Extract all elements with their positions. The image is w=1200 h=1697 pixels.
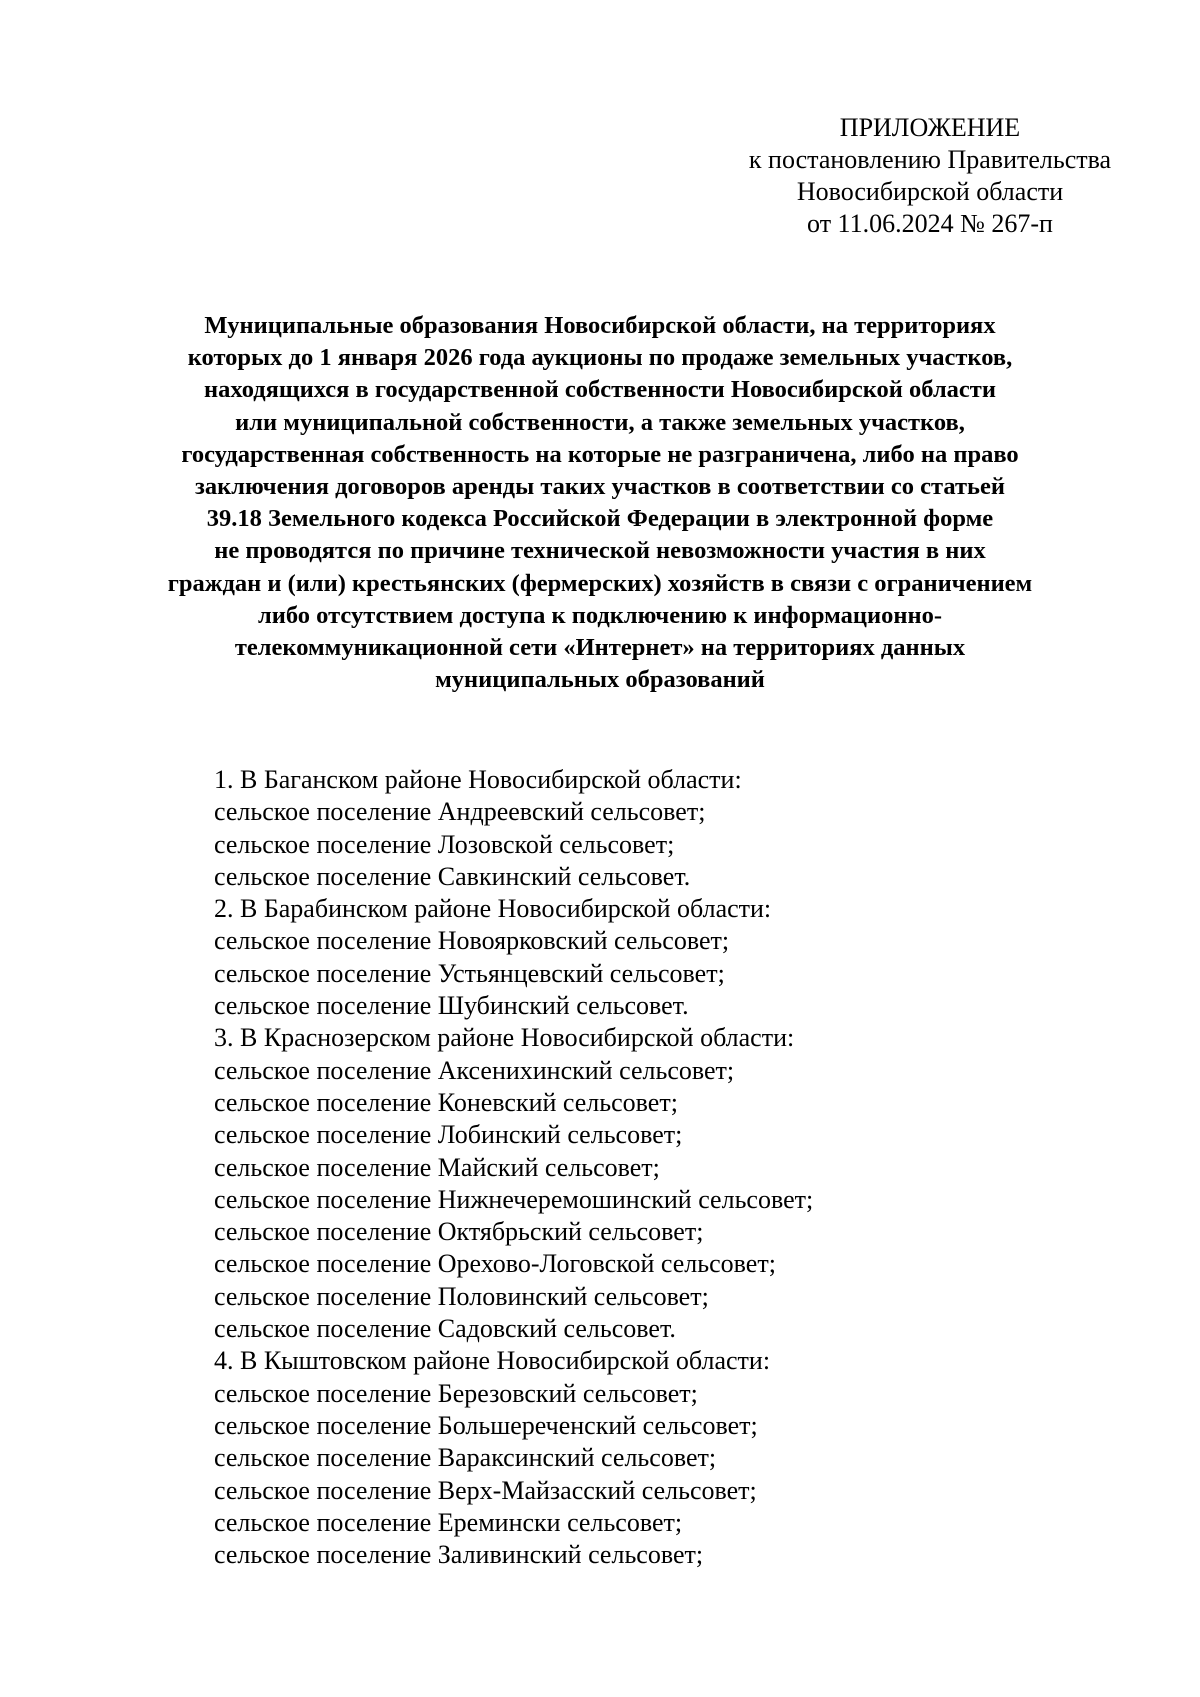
list-item: сельское поселение Лобинский сельсовет; — [214, 1120, 683, 1150]
list-item: сельское поселение Новоярковский сельсовет; — [214, 926, 730, 956]
appendix-reference: к постановлению Правительства — [748, 145, 1112, 174]
title-line: которых до 1 января 2026 года аукционы по продаже земельных участков, — [187, 344, 1013, 372]
list-item: сельское поселение Еремински сельсовет; — [214, 1507, 683, 1537]
district-heading: 1. В Баганском районе Новосибирской области: — [214, 765, 742, 794]
list-item: сельское поселение Аксенихинский сельсовет; — [214, 1055, 735, 1085]
list-item: сельское поселение Шубинский сельсовет. — [214, 991, 689, 1021]
title-line: граждан и (или) крестьянских (фермерских) хозяйств в связи с ограничением — [167, 569, 1033, 597]
list-item: сельское поселение Вараксинский сельсовет; — [214, 1443, 717, 1473]
list-item: сельское поселение Андреевский сельсовет; — [214, 797, 706, 827]
list-item: сельское поселение Нижнечеремошинский сельсовет; — [214, 1184, 814, 1214]
list-item: сельское поселение Верх-Майзасский сельсовет; — [214, 1475, 757, 1505]
document-title — [120, 310, 1080, 696]
title-line: либо отсутствием доступа к подключению к информационно- — [257, 601, 942, 629]
municipalities-list — [214, 764, 1114, 1571]
title-line: или муниципальной собственности, а также земельных участков, — [235, 408, 965, 436]
list-item: сельское поселение Садовский сельсовет. — [214, 1314, 676, 1344]
list-item: сельское поселение Большереченский сельсовет; — [214, 1410, 758, 1440]
list-item: сельское поселение Лозовской сельсовет; — [214, 829, 675, 859]
list-item: сельское поселение Устьянцевский сельсовет; — [214, 958, 725, 988]
list-item: сельское поселение Савкинский сельсовет. — [214, 861, 691, 891]
title-line: 39.18 Земельного кодекса Российской Федерации в электронной форме — [206, 505, 994, 533]
list-item: сельское поселение Половинский сельсовет; — [214, 1281, 709, 1311]
list-item: сельское поселение Орехово-Логовской сельсовет; — [214, 1249, 776, 1279]
title-line: муниципальных образований — [435, 666, 765, 694]
district-heading: 2. В Барабинском районе Новосибирской области: — [214, 894, 772, 924]
list-item: сельское поселение Березовский сельсовет; — [214, 1378, 698, 1408]
district-heading: 4. В Кыштовском районе Новосибирской области: — [214, 1346, 771, 1376]
title-line: государственная собственность на которые не разграничена, либо на право — [181, 440, 1019, 468]
district-heading: 3. В Краснозерском районе Новосибирской области: — [214, 1023, 795, 1053]
title-line: Муниципальные образования Новосибирской области, на территориях — [204, 312, 996, 339]
list-item: сельское поселение Коневский сельсовет; — [214, 1087, 678, 1117]
appendix-region: Новосибирской области — [796, 177, 1064, 206]
list-item: сельское поселение Майский сельсовет; — [214, 1152, 660, 1182]
title-line: находящихся в государственной собственности Новосибирской области — [204, 376, 996, 404]
title-line: не проводятся по причине технической невозможности участия в них — [214, 537, 986, 565]
appendix-title: ПРИЛОЖЕНИЕ — [839, 113, 1021, 142]
appendix-header — [700, 112, 1160, 240]
title-line: телекоммуникационной сети «Интернет» на территориях данных — [234, 634, 966, 662]
list-item: сельское поселение Заливинский сельсовет; — [214, 1540, 704, 1570]
title-line: заключения договоров аренды таких участков в соответствии со статьей — [195, 473, 1005, 501]
list-item: сельское поселение Октябрьский сельсовет; — [214, 1217, 704, 1247]
appendix-date-number: от 11.06.2024 № 267-п — [807, 209, 1053, 238]
